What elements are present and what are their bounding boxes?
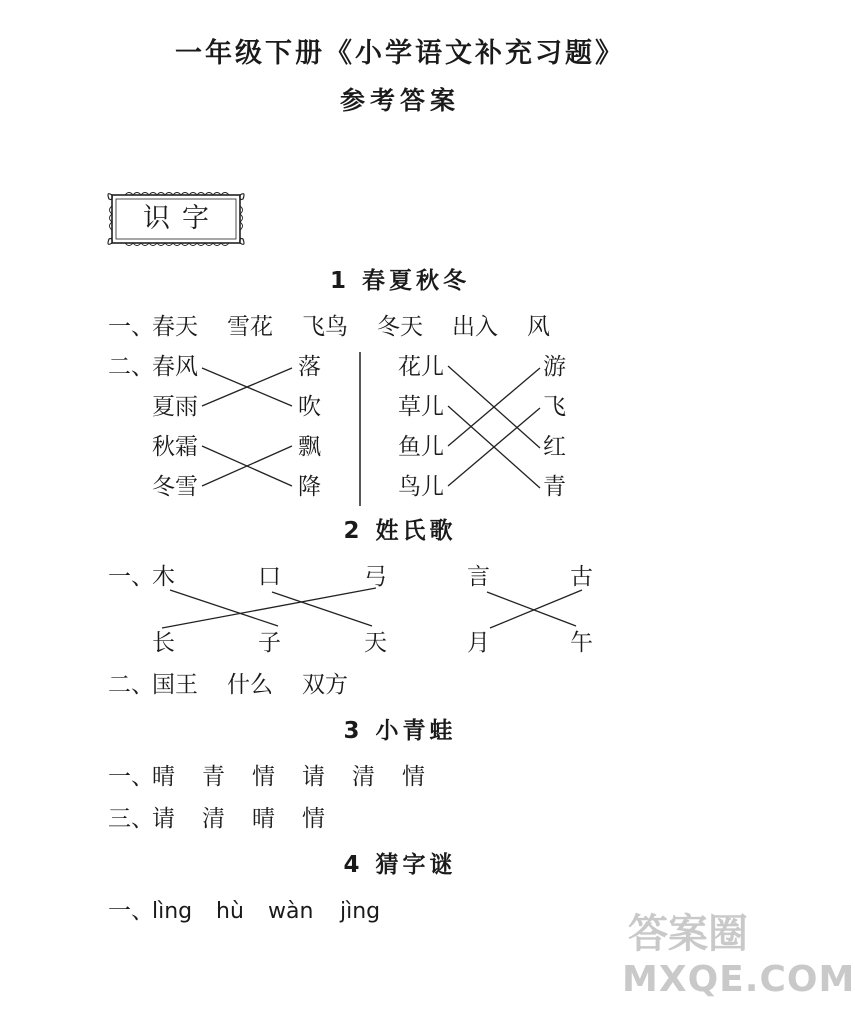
- match-right-word: 降: [298, 474, 321, 500]
- match-left-word: 鱼儿: [398, 434, 444, 460]
- lesson-2-heading: 2 姓氏歌: [343, 518, 457, 544]
- radical-top: 木: [152, 564, 175, 590]
- lesson-2-answer-1-marker: 一、: [108, 564, 154, 590]
- match-left-word: 冬雪: [152, 474, 198, 500]
- word-item: 请: [152, 806, 175, 832]
- word-item: 出入: [452, 314, 498, 340]
- match-line: [448, 368, 540, 446]
- word-item: 青: [202, 764, 225, 790]
- radical-bottom: 午: [570, 630, 593, 656]
- match-left-word: 秋霜: [152, 434, 198, 460]
- match-right-word: 飞: [543, 394, 566, 420]
- match-right-word: 红: [543, 434, 566, 460]
- word-item: 什么: [227, 672, 273, 698]
- word-item: 情: [252, 764, 275, 790]
- match-line: [162, 588, 376, 628]
- match-right-word: 吹: [298, 394, 321, 420]
- match-left-word: 花儿: [398, 354, 444, 380]
- word-item: 春天: [152, 314, 198, 340]
- word-item: 清: [202, 806, 225, 832]
- match-right-word: 飘: [298, 434, 321, 460]
- word-item: 雪花: [227, 314, 273, 340]
- match-left-word: 春风: [152, 354, 198, 380]
- word-item: 晴: [252, 806, 275, 832]
- word-item: 清: [352, 764, 375, 790]
- pinyin-item: hù: [216, 899, 244, 924]
- match-right-word: 游: [543, 354, 566, 380]
- radical-bottom: 子: [258, 630, 281, 656]
- pinyin-item: jìng: [340, 899, 381, 924]
- radical-top: 古: [570, 564, 593, 590]
- pinyin-item: lìng: [152, 899, 193, 924]
- match-left-word: 草儿: [398, 394, 444, 420]
- lesson-1-answer-1-marker: 一、: [108, 314, 154, 340]
- word-item: 情: [402, 764, 425, 790]
- radical-top: 口: [258, 564, 281, 590]
- match-line: [272, 592, 372, 626]
- match-left-word: 鸟儿: [398, 474, 444, 500]
- word-item: 国王: [152, 672, 198, 698]
- watermark-url: MXQE.COM: [622, 959, 855, 1000]
- lesson-3-heading: 3 小青蛙: [343, 718, 457, 744]
- match-line: [170, 590, 278, 626]
- word-item: 请: [302, 764, 325, 790]
- lesson-3-answer-1-marker: 一、: [108, 764, 154, 790]
- word-item: 风: [527, 314, 550, 340]
- radical-bottom: 长: [152, 630, 175, 656]
- match-line: [490, 590, 582, 628]
- match-right-word: 青: [543, 474, 566, 500]
- page-subtitle: 参考答案: [339, 86, 460, 115]
- word-item: 飞鸟: [302, 314, 348, 340]
- match-line: [487, 592, 576, 626]
- match-left-word: 夏雨: [152, 394, 198, 420]
- section-label: 识字: [143, 203, 221, 234]
- lesson-4-heading: 4 猜字谜: [343, 852, 457, 878]
- word-item: 晴: [152, 764, 175, 790]
- radical-bottom: 月: [467, 630, 490, 656]
- pinyin-item: wàn: [268, 899, 314, 924]
- match-line: [448, 408, 540, 486]
- word-item: 冬天: [377, 314, 423, 340]
- radical-bottom: 天: [364, 630, 387, 656]
- radical-top: 言: [467, 564, 490, 590]
- lesson-2-answer-2-marker: 二、: [108, 672, 154, 698]
- match-right-word: 落: [298, 354, 321, 380]
- watermark-logo-text: 答案圈: [628, 911, 748, 957]
- lesson-4-answer-1-marker: 一、: [108, 898, 154, 924]
- lesson-1-answer-2-marker: 二、: [108, 354, 154, 380]
- lesson-1-heading: 1 春夏秋冬: [329, 268, 470, 294]
- word-item: 情: [302, 806, 325, 832]
- lesson-3-answer-3-marker: 三、: [108, 806, 154, 832]
- radical-top: 弓: [364, 564, 387, 590]
- page-title: 一年级下册《小学语文补充习题》: [175, 38, 625, 69]
- word-item: 双方: [302, 672, 348, 698]
